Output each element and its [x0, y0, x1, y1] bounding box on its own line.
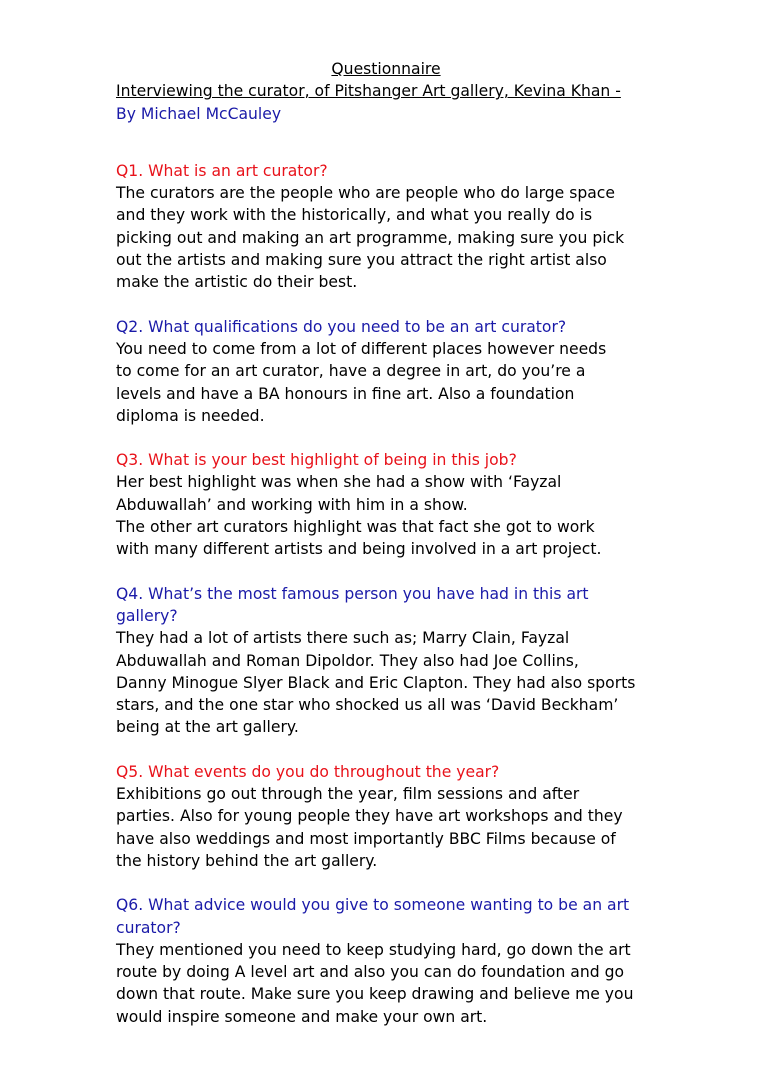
qa-item-4 — [116, 583, 656, 739]
question-6 — [116, 894, 656, 939]
question-2: Q2. What qualifications do you need to be an art curator? — [116, 317, 567, 336]
answer-line: route by doing A level art and also you can do foundation and go — [116, 963, 625, 982]
answer-line: Abduwallah’ and working with him in a show. — [116, 495, 468, 514]
author-byline: By Michael McCauley — [116, 104, 282, 123]
answer-3 — [116, 471, 656, 560]
qa-item-3 — [116, 449, 656, 560]
answer-line: The other art curators highlight was that fact she got to work — [116, 518, 595, 537]
answer-line: parties. Also for young people they have art workshops and they — [116, 807, 623, 826]
answer-line: have also weddings and most importantly BBC Films because of — [116, 829, 616, 848]
answer-line: Her best highlight was when she had a show with ‘Fayzal — [116, 473, 562, 492]
qa-item-5 — [116, 761, 656, 872]
answer-line: make the artistic do their best. — [116, 273, 358, 292]
question-1: Q1. What is an art curator? — [116, 161, 328, 180]
document-title: Questionnaire — [331, 60, 441, 78]
answer-2 — [116, 338, 656, 427]
qa-item-6 — [116, 894, 656, 1028]
answer-line: Abduwallah and Roman Dipoldor. They also had Joe Collins, — [116, 651, 579, 670]
answer-line: out the artists and making sure you attract the right artist also — [116, 251, 607, 270]
answer-line: The curators are the people who are people who do large space — [116, 184, 615, 203]
answer-1 — [116, 182, 656, 293]
question-line: Q4. What’s the most famous person you have had in this art — [116, 584, 589, 603]
answer-line: the history behind the art gallery. — [116, 851, 378, 870]
answer-5 — [116, 783, 656, 872]
answer-line: down that route. Make sure you keep drawing and believe me you — [116, 985, 634, 1004]
answer-line: with many different artists and being involved in a art project. — [116, 540, 602, 559]
qa-item-1 — [116, 160, 656, 294]
question-4 — [116, 583, 656, 628]
question-line: Q6. What advice would you give to someone wanting to be an art — [116, 896, 630, 915]
document-page — [116, 58, 656, 1028]
question-5: Q5. What events do you do throughout the year? — [116, 762, 500, 781]
answer-line: levels and have a BA honours in fine art. Also a foundation — [116, 384, 575, 403]
answer-line: picking out and making an art programme, making sure you pick — [116, 228, 625, 247]
question-3: Q3. What is your best highlight of being in this job? — [116, 451, 517, 470]
answer-4 — [116, 627, 656, 738]
question-line: gallery? — [116, 606, 178, 625]
answer-line: being at the art gallery. — [116, 718, 299, 737]
answer-line: Exhibitions go out through the year, film sessions and after — [116, 785, 580, 804]
answer-line: Danny Minogue Slyer Black and Eric Clapton. They had also sports — [116, 673, 636, 692]
answer-line: to come for an art curator, have a degree in art, do you’re a — [116, 362, 586, 381]
answer-line: would inspire someone and make your own art. — [116, 1007, 488, 1026]
answer-line: They had a lot of artists there such as; Marry Clain, Fayzal — [116, 629, 570, 648]
answer-line: and they work with the historically, and what you really do is — [116, 206, 593, 225]
answer-6 — [116, 939, 656, 1028]
question-line: curator? — [116, 918, 181, 937]
document-subtitle: Interviewing the curator, of Pitshanger Art gallery, Kevina Khan - — [116, 82, 621, 101]
qa-item-2 — [116, 316, 656, 427]
answer-line: diploma is needed. — [116, 406, 265, 425]
answer-line: They mentioned you need to keep studying hard, go down the art — [116, 940, 631, 959]
answer-line: You need to come from a lot of different places however needs — [116, 339, 607, 358]
answer-line: stars, and the one star who shocked us all was ‘David Beckham’ — [116, 696, 619, 715]
